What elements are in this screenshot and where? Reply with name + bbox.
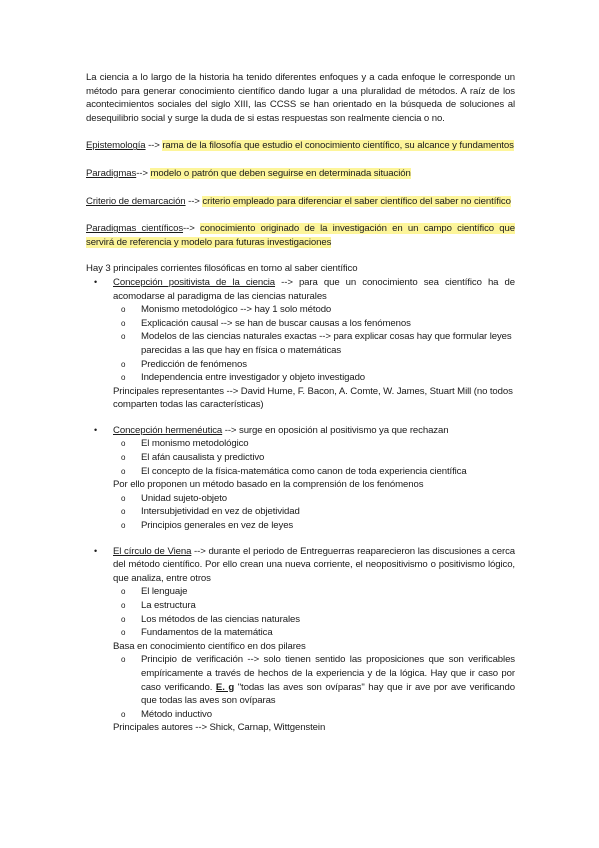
- sub-bullet-glyph: o: [121, 709, 126, 719]
- sub-list-item: [86, 330, 515, 357]
- sub-list-text: Monismo metodológico --> hay 1 solo método: [141, 304, 332, 316]
- sub-list-text: Principios generales en vez de leyes: [141, 520, 294, 532]
- sub-list-text: El concepto de la física-matemática como canon de toda experiencia científica: [141, 465, 467, 477]
- sub-list-text: El lenguaje: [141, 586, 188, 598]
- definition-text: criterio empleado para diferenciar el saber científico del saber no científico: [202, 195, 511, 207]
- verificacion-text: Principio de verificación --> solo tienen sentido las proposiciones que son verificables empíricamente a través de hechos de la experiencia y de la lógica. Hay que ir caso por caso verificando.: [141, 654, 515, 693]
- sub-bullet-glyph: o: [121, 359, 126, 369]
- sub-list-item: [86, 613, 515, 627]
- sub-list-text: Predicción de fenómenos: [141, 358, 247, 370]
- sub-bullet-glyph: o: [121, 373, 126, 383]
- definition-term: Criterio de demarcación: [86, 195, 186, 207]
- sub-bullet-glyph: o: [121, 305, 126, 315]
- sub-list-text: Independencia entre investigador y objeto investigado: [141, 372, 366, 384]
- sub-list-text: Modelos de las ciencias naturales exactas --> para explicar cosas hay que formular leyes parecidas a las que hay en física o matemáticas: [141, 331, 512, 356]
- sub-list-item: [86, 371, 515, 385]
- sub-list-text: Intersubjetividad en vez de objetividad: [141, 506, 300, 518]
- sub-bullet-glyph: o: [121, 614, 126, 624]
- definition-text: conocimiento originado de la investigación en un campo científico que servirá de referencia y modelo para futuras investigaciones: [86, 223, 515, 248]
- sub-bullet-glyph: o: [121, 628, 126, 638]
- sub-list-item: [86, 519, 515, 533]
- sub-list-item: [86, 708, 515, 722]
- verificacion-example: "todas las aves son ovíparas" hay que ir ave por ave verificando que todas las aves son ovíparas: [141, 681, 515, 707]
- definition-arrow: -->: [145, 140, 163, 152]
- sub-list-text: La estructura: [141, 600, 196, 611]
- bullet-glyph: •: [94, 424, 98, 435]
- sub-list-item: [86, 317, 515, 331]
- definition-term: Paradigmas: [86, 167, 137, 179]
- autores-text: Principales autores --> Shick, Carnap, Wittgenstein: [113, 722, 326, 734]
- bullet-glyph: •: [94, 545, 98, 556]
- sub-bullet-glyph: o: [121, 439, 126, 449]
- definition-arrow: -->: [183, 223, 200, 235]
- sub-list-item: [86, 451, 515, 465]
- concept-description: --> surge en oposición al positivismo ya que rechazan: [222, 424, 449, 436]
- basa-text: Basa en conocimiento científico en dos pilares: [113, 640, 306, 652]
- concept-description: --> para que un conocimiento sea científico ha de acomodarse al paradigma de las ciencias naturales: [113, 276, 515, 302]
- sub-list-item: [86, 505, 515, 519]
- representantes-text: Principales representantes --> David Hume, F. Bacon, A. Comte, W. James, Stuart Mill (no todos comparten todas las características): [113, 385, 513, 411]
- sub-list-item: [86, 358, 515, 372]
- bullet-glyph: •: [94, 276, 98, 287]
- intro-paragraph: La ciencia a lo largo de la historia ha tenido diferentes enfoques y a cada enfoque le corresponde un método para generar conocimiento científico dando lugar a una pluralidad de métodos. A raíz de los acontecimientos sociales del siglo XIII, las CCSS se han orientado en la búsqueda de soluciones al desequilibrio social y surge la duda de si estas respuestas son realmente ciencia o no.: [86, 72, 515, 124]
- sub-bullet-glyph: o: [121, 453, 126, 463]
- definition-arrow: -->: [185, 195, 203, 207]
- sub-bullet-glyph: o: [121, 587, 126, 597]
- concept-description: --> durante el periodo de Entreguerras reaparecieron las discusiones a cerca del método científico. Por ello crean una nueva corriente, el neopositivismo o positivismo lógico, que analiza, entre otros: [113, 545, 516, 584]
- sub-list-text: Fundamentos de la matemática: [141, 627, 273, 639]
- sub-bullet-glyph: o: [121, 332, 126, 342]
- list-item-positivista: [86, 276, 515, 303]
- definition-term: Epistemología: [86, 140, 146, 152]
- sub-bullet-glyph: o: [121, 318, 126, 328]
- sub-list-item: [86, 599, 515, 613]
- sub-list-item: [86, 585, 515, 599]
- sub-bullet-glyph: o: [121, 655, 126, 665]
- definition-term: Paradigmas científicos: [86, 223, 184, 235]
- sub-bullet-glyph: o: [121, 507, 126, 517]
- definition-paradigmas-cientificos: [86, 222, 515, 249]
- concept-term: El círculo de Viena: [113, 545, 192, 557]
- sub-list-text: Unidad sujeto-objeto: [141, 492, 228, 504]
- sub-list-text: El monismo metodológico: [141, 438, 249, 450]
- sub-list-text: El afán causalista y predictivo: [141, 452, 265, 464]
- concept-term: Concepción hermenéutica: [113, 424, 223, 436]
- sub-bullet-glyph: o: [121, 466, 126, 476]
- sub-list-item: [86, 653, 515, 707]
- concept-term: Concepción positivista de la ciencia: [113, 276, 276, 288]
- sub-bullet-glyph: o: [121, 493, 126, 503]
- definition-paradigmas: [86, 167, 515, 181]
- definition-text: rama de la filosofía que estudio el conocimiento científico, su alcance y fundamentos: [162, 140, 514, 152]
- sub-list-item: [86, 626, 515, 640]
- definition-epistemologia: [86, 139, 515, 153]
- list-item-circulo-viena: [86, 545, 515, 586]
- sub-bullet-glyph: o: [121, 521, 126, 531]
- por-ello-text: Por ello proponen un método basado en la comprensión de los fenómenos: [113, 479, 424, 491]
- sub-bullet-glyph: o: [121, 601, 126, 610]
- sub-list-text: Explicación causal --> se han de buscar causas a los fenómenos: [141, 317, 411, 329]
- sub-list-item: [86, 303, 515, 317]
- definition-arrow: -->: [136, 167, 151, 179]
- corrientes-intro: Hay 3 principales corrientes filosóficas en torno al saber científico: [86, 263, 358, 275]
- definition-criterio-demarcacion: [86, 195, 515, 209]
- definition-text: modelo o patrón que deben seguirse en determinada situación: [150, 167, 411, 179]
- sub-list-item: [86, 492, 515, 506]
- sub-list-text: Método inductivo: [141, 708, 212, 720]
- eg-abbreviation: E. g: [215, 681, 235, 693]
- sub-list-text: Los métodos de las ciencias naturales: [141, 613, 300, 625]
- sub-list-item: [86, 465, 515, 479]
- sub-list-item: [86, 437, 515, 451]
- list-item-hermeneutica: [86, 424, 515, 438]
